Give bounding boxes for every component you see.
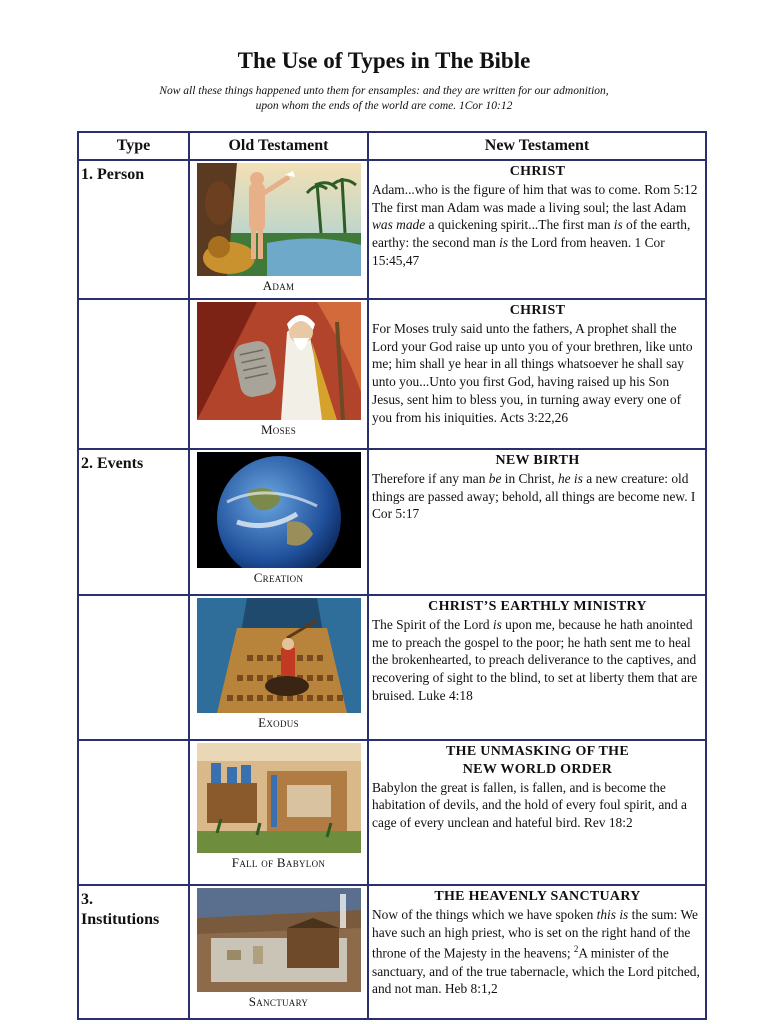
fall-of-babylon-illustration — [197, 743, 361, 853]
creation-illustration — [197, 452, 361, 568]
old-testament-caption: Sanctuary — [248, 994, 309, 1009]
type-label-line-2: Institutions — [81, 911, 160, 928]
type-label-line-1: 3. — [81, 891, 93, 908]
table-header-row — [78, 132, 706, 160]
new-testament-cell — [368, 595, 706, 740]
old-testament-caption: Creation — [253, 570, 304, 585]
table-row — [78, 595, 706, 740]
antitype-text: For Moses truly said unto the fathers, A prophet shall the Lord your God raise up unto you of your brethren, like unto me; him shall ye hear in all things whatsoever he shall say unto you...Unto you first God, having raised up his Son Jesus, sent him to bless you, in turning away every one of you from his iniquities. Acts 3:22,26 — [372, 320, 693, 425]
adam-illustration — [197, 163, 361, 276]
epigraph-line-1: Now all these things happened unto them for ensamples: and they are written for our admonition, — [159, 85, 609, 97]
antitype-text: Therefore if any man be in Christ, he is a new creature: old things are passed away; behold, all things are become new. I Cor 5:17 — [372, 470, 696, 522]
antitype-heading: CHRIST — [509, 303, 566, 318]
type-cell — [78, 595, 189, 740]
page-title: The Use of Types in The Bible — [237, 48, 531, 73]
new-testament-cell — [368, 885, 706, 1019]
antitype-heading: NEW BIRTH — [495, 453, 580, 468]
antitype-heading-line-1: THE UNMASKING OF THE — [446, 744, 629, 759]
epigraph-line-2: upon whom the ends of the world are come. 1Cor 10:12 — [255, 100, 513, 112]
new-testament-cell — [368, 160, 706, 299]
table-row — [78, 299, 706, 449]
old-testament-caption: Exodus — [258, 715, 299, 730]
types-table — [77, 131, 707, 1020]
old-testament-cell — [189, 299, 368, 449]
type-cell — [78, 299, 189, 449]
old-testament-caption: Adam — [262, 278, 295, 293]
antitype-text: Now of the things which we have spoken this is the sum: We have such an high priest, who is set on the right hand of the throne of the Majesty in the heavens; $^2$A minister of the sanctuary, and of the true tabernacle, which the Lord pitched, and not man. Heb 8:1,2 — [372, 906, 700, 997]
table-row — [78, 449, 706, 595]
new-testament-cell — [368, 449, 706, 595]
old-testament-cell — [189, 885, 368, 1019]
sanctuary-illustration — [197, 888, 361, 992]
column-header-type: Type — [78, 132, 189, 160]
table-row — [78, 885, 706, 1019]
column-header-new-testament: New Testament — [368, 132, 706, 160]
type-cell: 1. Person — [78, 160, 189, 299]
antitype-heading-line-2: NEW WORLD ORDER — [462, 761, 613, 777]
old-testament-cell — [189, 740, 368, 885]
antitype-text: The Spirit of the Lord is upon me, because he hath anointed me to preach the gospel to the poor; he hath sent me to heal the brokenhearted, to preach deliverance to the captives, and recovering of sight to the blind, to set at liberty them that are bruised. Luke 4:18 — [372, 616, 698, 703]
new-testament-cell — [368, 299, 706, 449]
antitype-heading: CHRIST — [509, 164, 566, 179]
new-testament-cell — [368, 740, 706, 885]
epigraph — [0, 84, 768, 114]
old-testament-cell — [189, 160, 368, 299]
antitype-text: Babylon the great is fallen, is fallen, and is become the habitation of devils, and the hold of every foul spirit, and a cage of every unclean and hateful bird. Rev 18:2 — [372, 779, 687, 831]
type-cell — [78, 740, 189, 885]
table-row — [78, 740, 706, 885]
column-header-old-testament: Old Testament — [189, 132, 368, 160]
table-row — [78, 160, 706, 299]
old-testament-cell — [189, 449, 368, 595]
old-testament-caption: Moses — [260, 422, 297, 437]
antitype-heading: THE HEAVENLY SANCTUARY — [434, 889, 641, 904]
antitype-heading — [372, 743, 703, 779]
moses-illustration — [197, 302, 361, 420]
type-cell: 2. Events — [78, 449, 189, 595]
antitype-text: Adam...who is the figure of him that was to come. Rom 5:12 The first man Adam was made a living soul; the last Adam was made a quickening spirit...The first man is of the earth, earthy: the second man is the Lord from heaven. 1 Cor 15:45,47 — [372, 181, 698, 268]
exodus-illustration — [197, 598, 361, 713]
antitype-heading: CHRIST’S EARTHLY MINISTRY — [428, 599, 647, 614]
old-testament-caption: Fall of Babylon — [231, 855, 326, 870]
type-cell — [78, 885, 189, 1019]
old-testament-cell — [189, 595, 368, 740]
